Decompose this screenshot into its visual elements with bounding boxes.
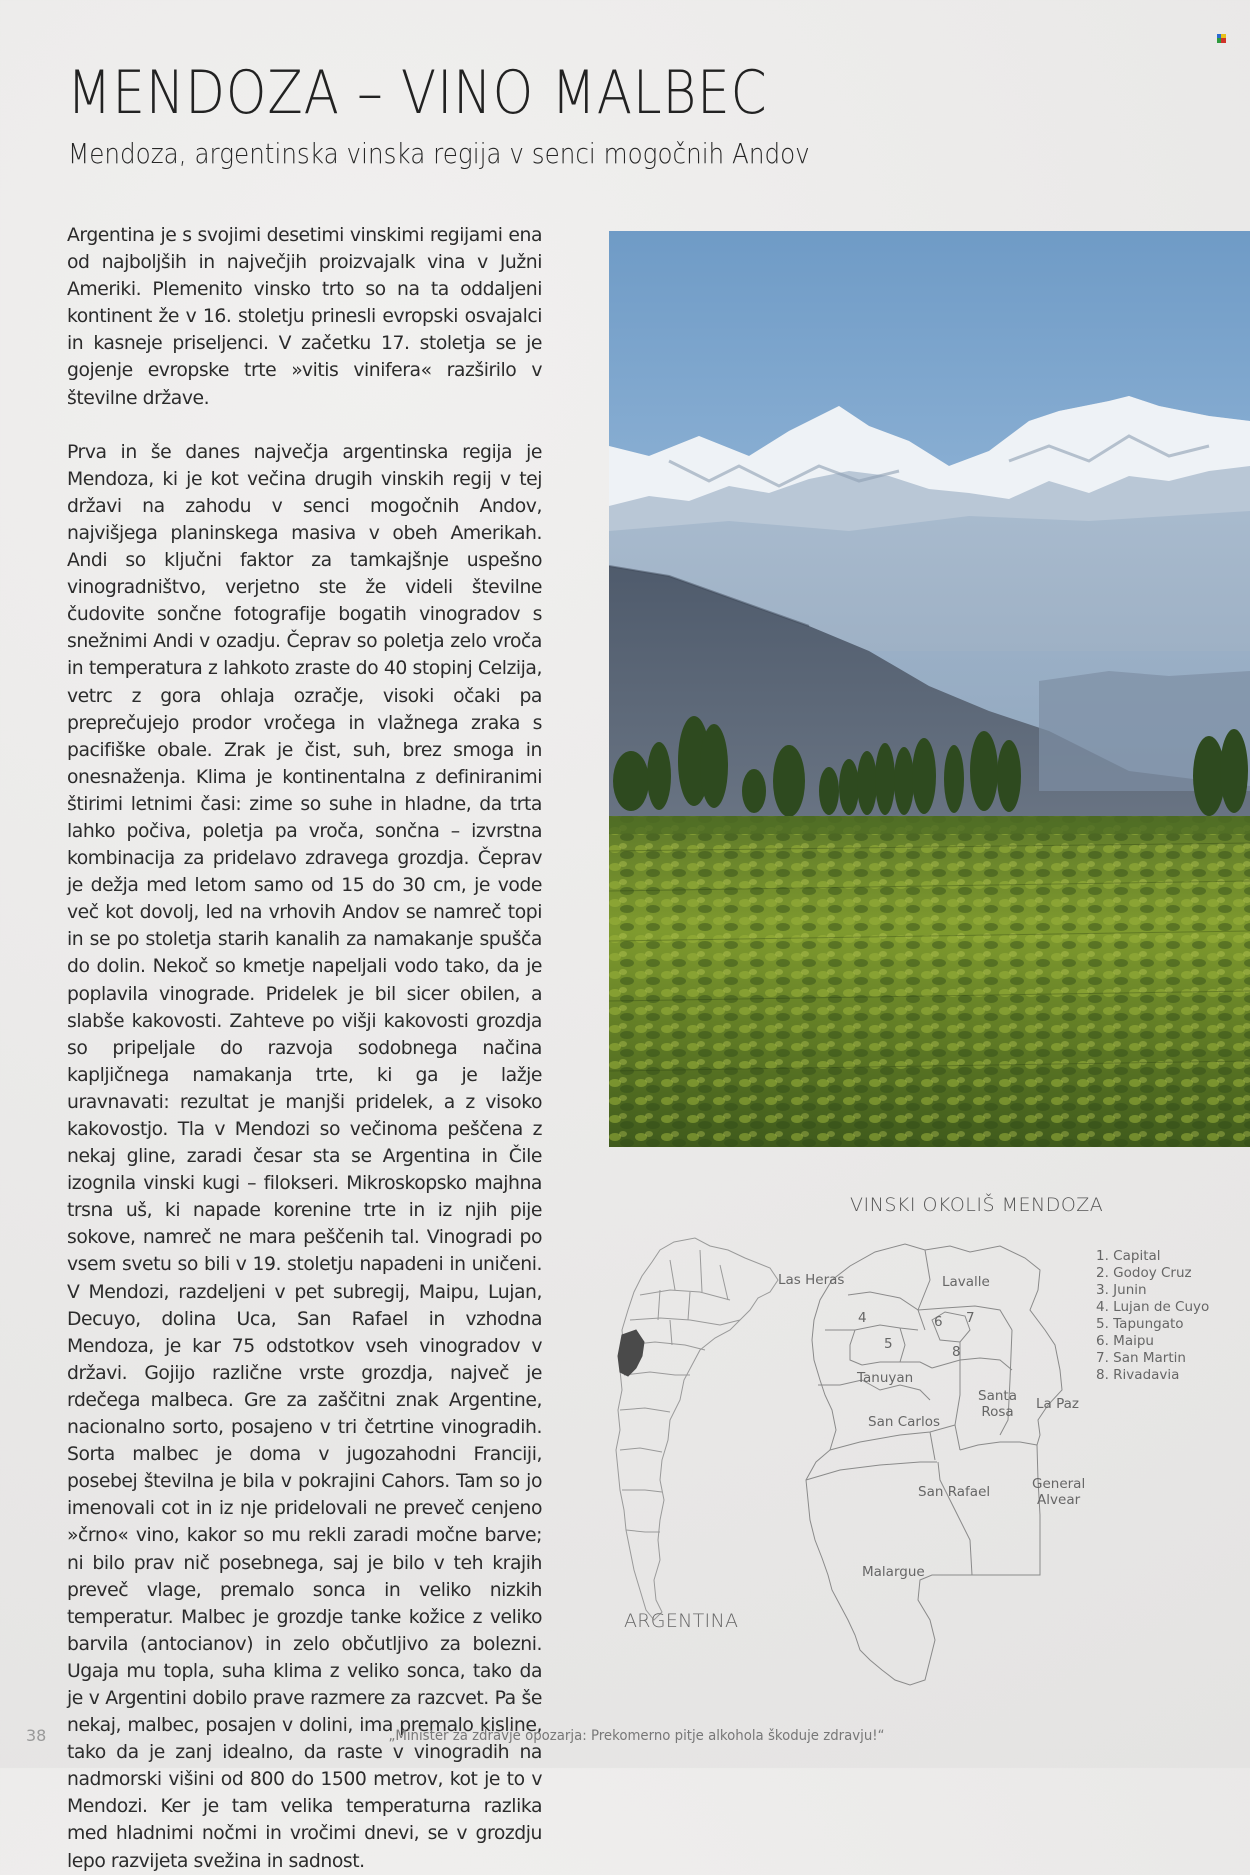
- health-warning: „Minister za zdravje opozarja: Prekomerno pitje alkohola škoduje zdravju!“: [388, 1728, 885, 1744]
- region-lavalle: Lavalle: [942, 1274, 990, 1290]
- page-subtitle: Mendoza, argentinska vinska regija v senci mogočnih Andov: [68, 137, 810, 170]
- region-las-heras: Las Heras: [778, 1272, 845, 1288]
- legend-item: 5. Tapungato: [1096, 1316, 1184, 1332]
- region-san-rafael: San Rafael: [918, 1484, 991, 1500]
- page-number: 38: [26, 1726, 47, 1745]
- region-number-8: 8: [952, 1344, 961, 1360]
- legend-item: 7. San Martin: [1096, 1350, 1186, 1366]
- andes-vineyard-illustration: [609, 231, 1250, 1147]
- andes-vineyard-photo: [609, 231, 1250, 1147]
- region-number-6: 6: [934, 1314, 943, 1330]
- mendoza-highlight: [618, 1330, 644, 1376]
- legend-item: 6. Maipu: [1096, 1333, 1154, 1349]
- region-general-alvear: General Alvear: [1032, 1476, 1086, 1508]
- region-tanuyan: Tanuyan: [857, 1370, 914, 1386]
- legend-item: 3. Junin: [1096, 1282, 1147, 1298]
- corner-color-mark: [1217, 34, 1226, 43]
- mendoza-wine-map: [600, 1180, 1250, 1700]
- article-body: [67, 222, 542, 1875]
- legend-item: 1. Capital: [1096, 1248, 1161, 1264]
- region-number-7: 7: [966, 1310, 975, 1326]
- region-santa-rosa: Santa Rosa: [978, 1388, 1017, 1420]
- mendoza-province-outline: [806, 1244, 1062, 1685]
- map-title: VINSKI OKOLIŠ MENDOZA: [850, 1194, 1104, 1216]
- legend-item: 2. Godoy Cruz: [1096, 1265, 1192, 1281]
- article-paragraph-2: Prva in še danes največja argentinska regija je Mendoza, ki je kot večina drugih vinskih regij v tej državi na zahodu v senci mogočnih Andov, najvišjega planinskega masiva v obeh Amerikah. Andi so ključni faktor za tamkajšnje uspešno vinogradništvo, verjetno ste že videli številne čudovite sončne fotografije bogatih vinogradov s snežnimi Andi v ozadju. Čeprav so poletja zelo vroča in temperatura z lahkoto zraste do 40 stopinj Celzija, vetrc z gora ohlaja ozračje, visoki očaki pa preprečujejo prodor vročega in vlažnega zraka s pacifiške obale. Zrak je čist, suh, brez smoga in onesnaženja. Klima je kontinentalna z definiranimi štirimi letnimi časi: zime so suhe in hladne, da trta lahko počiva, poletja pa vroča, sončna – izvrstna kombinacija za pridelavo zdravega grozdja. Čeprav je dežja med letom samo od 15 do 30 cm, je vode več kot dovolj, led na vrhovih Andov se namreč topi in se po stoletja starih kanalih za namakanje spušča do dolin. Nekoč so kmetje napeljali vodo tako, da je poplavila vinograde. Pridelek je bil sicer obilen, a slabše kakovosti. Zahteve po višji kakovosti grozdja so pripeljale do razvoja sodobnega načina kapljičnega namakanja trte, ki ga je lažje uravnavati: rezultat je manjši pridelek, a z visoko kakovostjo. Tla v Mendozi so večinoma peščena z nekaj gline, zaradi česar sta se Argentina in Čile izognila vinski kugi – filokseri. Mikroskopsko majhna trsna uš, ki napade korenine trte in iz njih pije sokove, namreč ne mara peščenih tal. Vinogradi po vsem svetu so bili v 19. stoletju napadeni in uničeni. V Mendozi, razdeljeni v pet subregij, Maipu, Lujan, Decuyo, dolina Uca, San Rafael in vzhodna Mendoza, je kar 75 odstotkov vseh vinogradov v državi. Gojijo različne vrste grozdja, največ je rdečega malbeca. Gre za zaščitni znak Argentine, nacionalno sorto, posajeno v tri četrtine vinogradih. Sorta malbec je doma v jugozahodni Franciji, posebej številna je bila v pokrajini Cahors. Tam so jo imenovali cot in iz nje pridelovali ne preveč cenjeno »črno« vino, kakor so mu rekli zaradi močne barve; ni bilo prav nič posebnega, saj je bilo v teh krajih preveč vlage, premalo sonca in veliko nizkih temperatur. Malbec je grozdje tanke kožice z veliko barvila (antocianov) in zelo občutljivo za bolezni. Ugaja mu topla, suha klima z veliko sonca, tako da je v Argentini dobilo prave razmere za razcvet. Pa še nekaj, malbec, posajen v dolini, ima premalo kisline, tako da je zanj idealno, da raste v vinogradih na nadmorski višini od 800 do 1500 metrov, kot je to v Mendozi. Ker je tam velika temperaturna razlika med hladnimi nočmi in vročimi dnevi, se v grozdju lepo razvijeta svežina in sadnost.: [67, 441, 542, 1872]
- legend-item: 4. Lujan de Cuyo: [1096, 1299, 1210, 1315]
- region-la-paz: La Paz: [1036, 1396, 1079, 1412]
- map-legend: [1096, 1248, 1209, 1384]
- region-number-5: 5: [884, 1336, 893, 1352]
- legend-item: 8. Rivadavia: [1096, 1367, 1180, 1383]
- argentina-label: ARGENTINA: [624, 1610, 739, 1632]
- region-malargue: Malargue: [862, 1564, 925, 1580]
- article-paragraph-1: Argentina je s svojimi desetimi vinskimi regijami ena od najboljših in največjih proizvajalk vina v Južni Ameriki. Plemenito vinsko trto so na ta oddaljeni kontinent že v 16. stoletju prinesli evropski osvajalci in kasneje priseljenci. V začetku 17. stoletja se je gojenje evropske trte »vitis vinifera« razširilo v številne države.: [67, 225, 542, 409]
- region-number-4: 4: [858, 1310, 867, 1326]
- region-san-carlos: San Carlos: [868, 1414, 940, 1430]
- page-title: MENDOZA – VINO MALBEC: [67, 58, 768, 128]
